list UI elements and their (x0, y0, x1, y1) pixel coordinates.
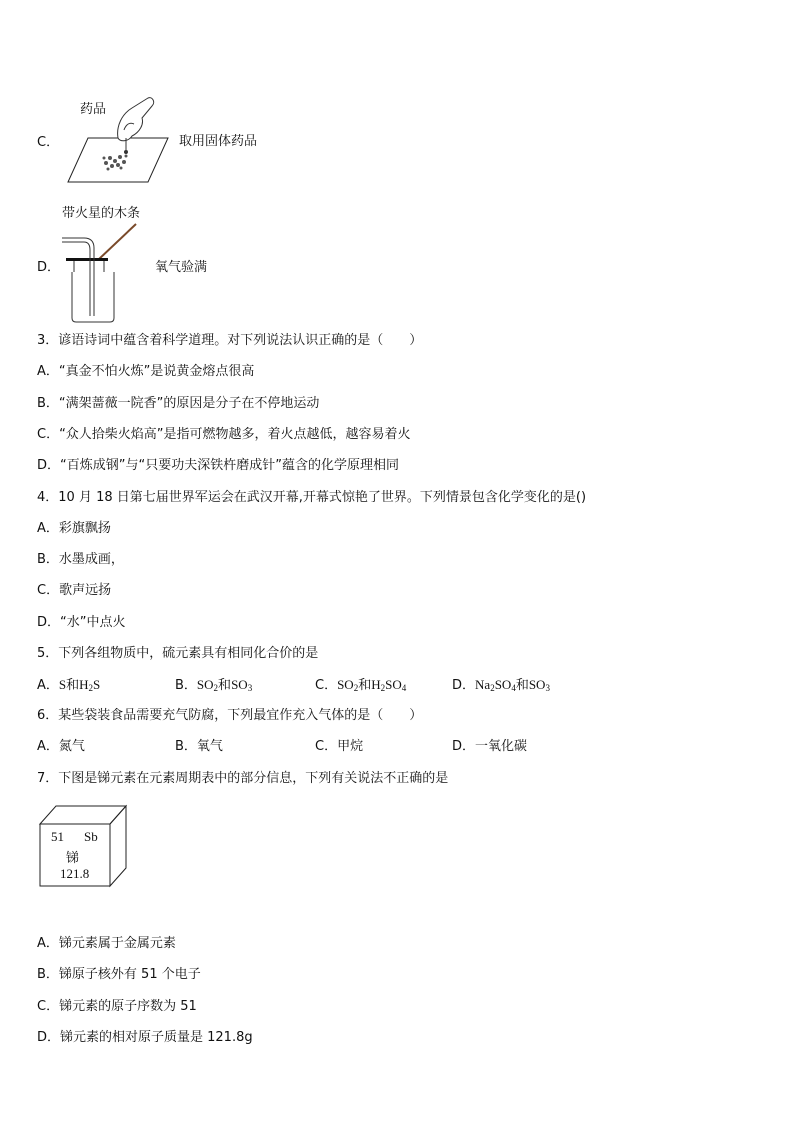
q4-option-c: C．歌声远扬 (37, 583, 112, 598)
q7-option-c: C．锑元素的原子序数为 51 (37, 999, 197, 1014)
q5-option-c: C．$SO_2$和$H_2SO_4$ (315, 677, 407, 693)
q5-option-b: B．$SO_2$和$SO_3$ (175, 677, 253, 693)
q7-option-a: A．锑元素属于金属元素 (37, 936, 176, 951)
q6-stem: 6．某些袋装食品需要充气防腐，下列最宜作充入气体的是（ ） (37, 708, 423, 723)
q6-option-d: D．一氧化碳 (452, 739, 528, 754)
q6-option-a: A．氮气 (37, 739, 85, 754)
option-c-letter: C． (37, 135, 60, 150)
q6-option-c: C．甲烷 (315, 739, 364, 754)
option-d-caption: 氧气验满 (155, 260, 208, 275)
q4-option-a: A．彩旗飘扬 (37, 521, 111, 536)
q3-option-b: B．“满架蔷薇一院香”的原因是分子在不停地运动 (37, 396, 320, 411)
q5-option-d: D．$Na_2SO_4$和$SO_3$ (452, 677, 550, 693)
q6-option-b: B．氧气 (175, 739, 223, 754)
q7-option-b: B．锑原子核外有 51 个电子 (37, 967, 201, 982)
figure-label-drug: 药品 (80, 102, 107, 117)
option-c-caption: 取用固体药品 (179, 134, 258, 149)
q7-stem: 7．下图是锑元素在元素周期表中的部分信息，下列有关说法不正确的是 (37, 771, 449, 786)
q4-stem: 4．10 月 18 日第七届世界军运会在武汉开幕,开幕式惊艳了世界。下列情景包含化学变化的是() (37, 490, 587, 505)
element-number: 51 (51, 829, 64, 844)
option-d-letter: D． (37, 260, 61, 275)
q3-option-a: A．“真金不怕火炼”是说黄金熔点很高 (37, 364, 255, 379)
q3-option-d: D．“百炼成钢”与“只要功夫深铁杵磨成针”蕴含的化学原理相同 (37, 458, 399, 473)
solid-drug-figure (60, 96, 172, 188)
figure-label-splint: 带火星的木条 (62, 206, 141, 221)
q5-stem: 5．下列各组物质中，硫元素具有相同化合价的是 (37, 646, 319, 661)
element-name: 锑 (66, 851, 80, 866)
element-mass: 121.8 (60, 866, 90, 881)
oxygen-bottle-figure (60, 220, 150, 324)
q3-option-c: C．“众人拾柴火焰高”是指可燃物越多，着火点越低，越容易着火 (37, 427, 411, 442)
q5-option-a: A．S和$H_2S$ (37, 677, 101, 693)
q4-option-b: B．水墨成画， (37, 552, 124, 567)
q4-option-d: D．“水”中点火 (37, 615, 126, 630)
element-symbol: Sb (84, 829, 98, 844)
q3-stem: 3．谚语诗词中蕴含着科学道理。对下列说法认识正确的是（ ） (37, 333, 423, 348)
q7-option-d: D．锑元素的相对原子质量是 121.8g (37, 1030, 253, 1045)
